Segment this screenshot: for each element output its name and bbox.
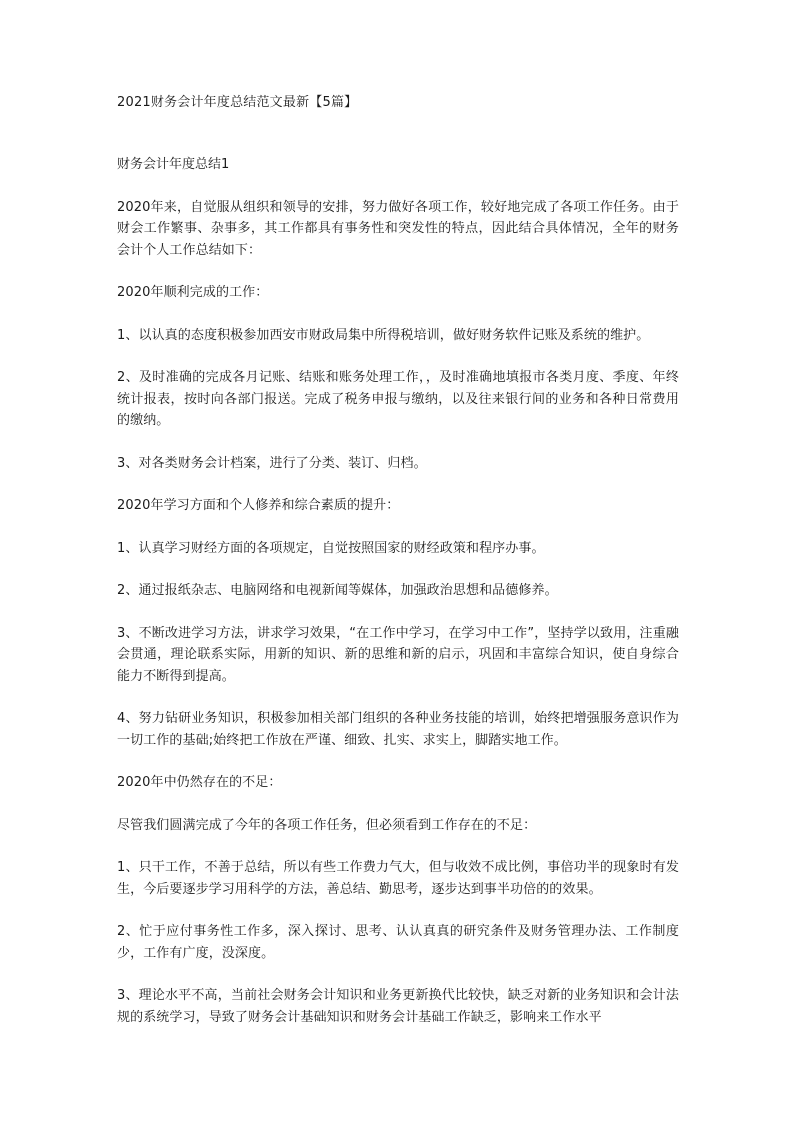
- paragraph-study-3: 3、不断改进学习方法，讲求学习效果，“在工作中学习，在学习中工作”，坚持学以致用，注重融会贯通，理论联系实际，用新的知识、新的思维和新的启示，巩固和丰富综合知识，使自身综合能力不断得到提高。: [117, 625, 679, 684]
- paragraph-heading-shortcomings: 2020年中仍然存在的不足：: [117, 775, 282, 790]
- paragraph-study-1: 1、认真学习财经方面的各项规定，自觉按照国家的财经政策和程序办事。: [117, 540, 545, 556]
- paragraph-heading-completed-work: 2020年顺利完成的工作：: [117, 285, 269, 300]
- document-title: 2021财务会计年度总结范文最新【5篇】: [117, 95, 358, 110]
- paragraph-shortcomings-3: 3、理论水平不高，当前社会财务会计知识和业务更新换代比较快，缺乏对新的业务知识和会计法规的系统学习，导致了财务会计基础知识和财务会计基础工作缺乏，影响来工作水平: [117, 988, 679, 1025]
- paragraph-completed-2: 2、及时准确的完成各月记账、结账和账务处理工作，，及时准确地填报市各类月度、季度、年终统计报表，按时向各部门报送。完成了税务申报与缴纳，以及往来银行间的业务和各种日常费用的缴纳。: [117, 370, 679, 428]
- paragraph-study-2: 2、通过报纸杂志、电脑网络和电视新闻等媒体，加强政治思想和品德修养。: [117, 583, 558, 598]
- section-title: 财务会计年度总结1: [117, 157, 230, 172]
- paragraph-shortcomings-2: 2、忙于应付事务性工作多，深入探讨、思考、认认真真的研究条件及财务管理办法、工作制度少，工作有广度，没深度。: [117, 924, 679, 961]
- paragraph-shortcomings-intro: 尽管我们圆满完成了今年的各项工作任务，但必须看到工作存在的不足：: [117, 817, 537, 833]
- paragraph-study-4: 4、努力钻研业务知识，积极参加相关部门组织的各种业务技能的培训，始终把增强服务意识作为一切工作的基础;始终把工作放在严谨、细致、扎实、求实上，脚踏实地工作。: [117, 711, 679, 748]
- paragraph-completed-3: 3、对各类财务会计档案，进行了分类、装订、归档。: [117, 455, 427, 471]
- paragraph-heading-study: 2020年学习方面和个人修养和综合素质的提升：: [117, 498, 400, 513]
- paragraph-intro: 2020年来，自觉服从组织和领导的安排，努力做好各项工作，较好地完成了各项工作任务。由于财会工作繁事、杂事多，其工作都具有事务性和突发性的特点，因此结合具体情况，全年的财务会计个人工作总结如下：: [117, 199, 679, 258]
- paragraph-shortcomings-1: 1、只干工作，不善于总结，所以有些工作费力气大，但与收效不成比例，事倍功半的现象时有发生，今后要逐步学习用科学的方法，善总结、勤思考，逐步达到事半功倍的的效果。: [117, 860, 679, 897]
- document-page: [117, 92, 679, 1049]
- paragraph-completed-1: 1、以认真的态度积极参加西安市财政局集中所得税培训，做好财务软件记账及系统的维护。: [117, 327, 650, 343]
